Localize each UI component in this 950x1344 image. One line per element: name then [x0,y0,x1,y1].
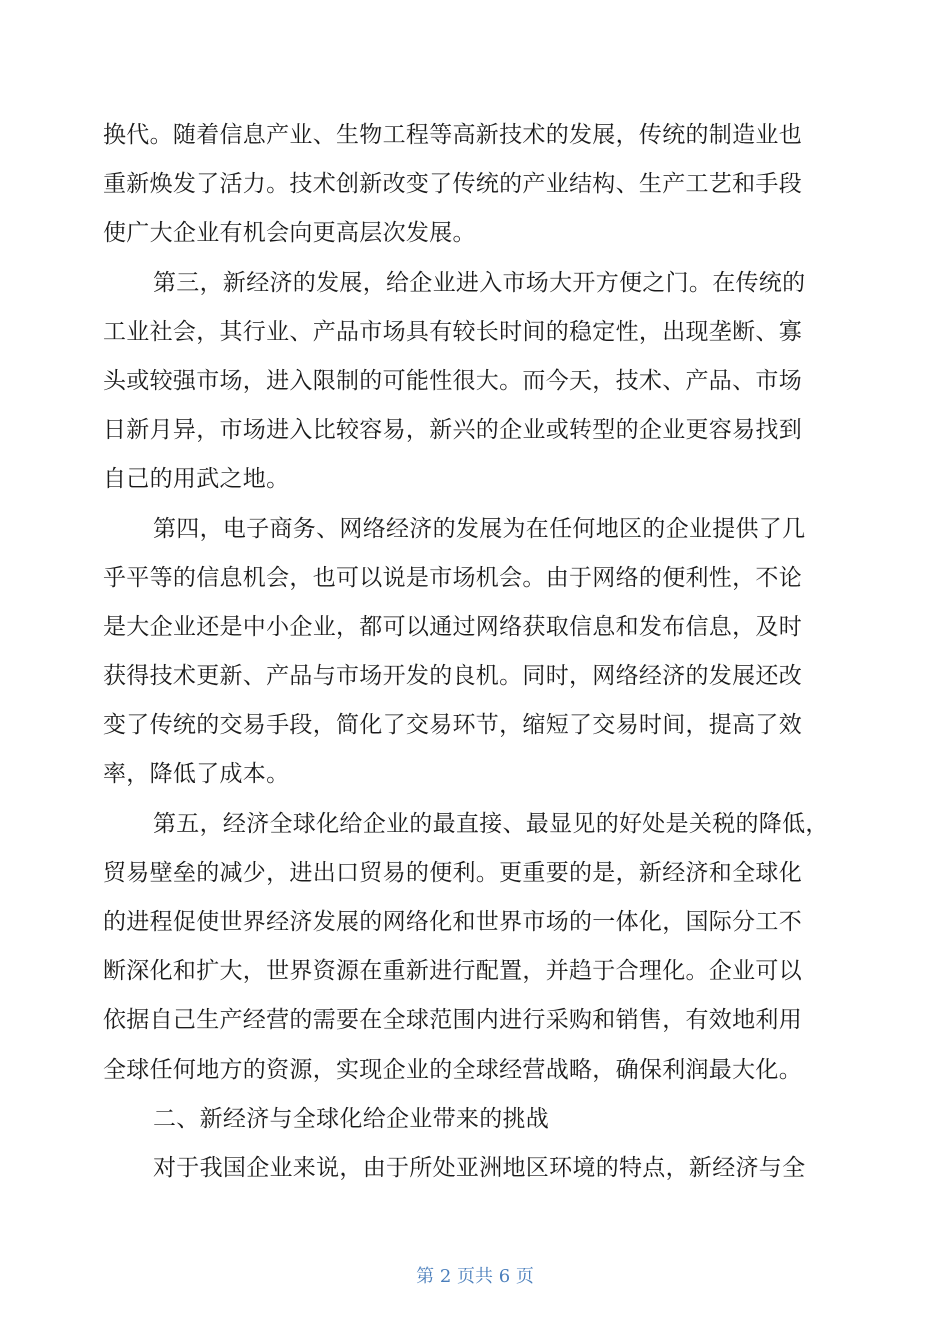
text-line: 第四，电子商务、网络经济的发展为在任何地区的企业提供了几 [153,515,806,542]
text-line: 断深化和扩大，世界资源在重新进行配置，并趋于合理化。企业可以 [103,958,802,985]
text-line: 是大企业还是中小企业，都可以通过网络获取信息和发布信息，及时 [103,613,802,640]
text-line: 乎平等的信息机会，也可以说是市场机会。由于网络的便利性，不论 [103,564,802,591]
text-line: 重新焕发了活力。技术创新改变了传统的产业结构、生产工艺和手段 [103,171,802,198]
text-line: 第五，经济全球化给企业的最直接、最显见的好处是关税的降低， [153,810,829,837]
text-line: 获得技术更新、产品与市场开发的良机。同时，网络经济的发展还改 [103,663,802,690]
text-line: 的进程促使世界经济发展的网络化和世界市场的一体化，国际分工不 [103,909,802,935]
text-line: 对于我国企业来说，由于所处亚洲地区环境的特点，新经济与全 [153,1154,806,1181]
text-line: 日新月异，市场进入比较容易，新兴的企业或转型的企业更容易找到 [103,417,802,444]
text-line: 换代。随着信息产业、生物工程等高新技术的发展，传统的制造业也 [103,122,802,148]
text-line: 依据自己生产经营的需要在全球范围内进行采购和销售，有效地利用 [103,1007,802,1034]
text-line: 贸易壁垒的减少，进出口贸易的便利。更重要的是，新经济和全球化 [103,859,802,886]
text-line: 自己的用武之地。 [103,466,290,493]
text-line: 使广大企业有机会向更高层次发展。 [103,220,476,247]
body-text [103,111,843,1193]
text-line: 率，降低了成本。 [103,761,290,788]
page-number: 第 2 页共 6 页 [416,1266,534,1287]
text-line: 全球任何地方的资源，实现企业的全球经营战略，确保利润最大化。 [103,1056,802,1083]
section-heading: 二、新经济与全球化给企业带来的挑战 [153,1105,550,1132]
text-line: 工业社会，其行业、产品市场具有较长时间的稳定性，出现垄断、寡 [103,318,802,345]
text-line: 头或较强市场，进入限制的可能性很大。而今天，技术、产品、市场 [103,367,802,394]
text-line: 变了传统的交易手段，简化了交易环节，缩短了交易时间，提高了效 [103,712,802,739]
text-line: 第三，新经济的发展，给企业进入市场大开方便之门。在传统的 [153,269,806,296]
